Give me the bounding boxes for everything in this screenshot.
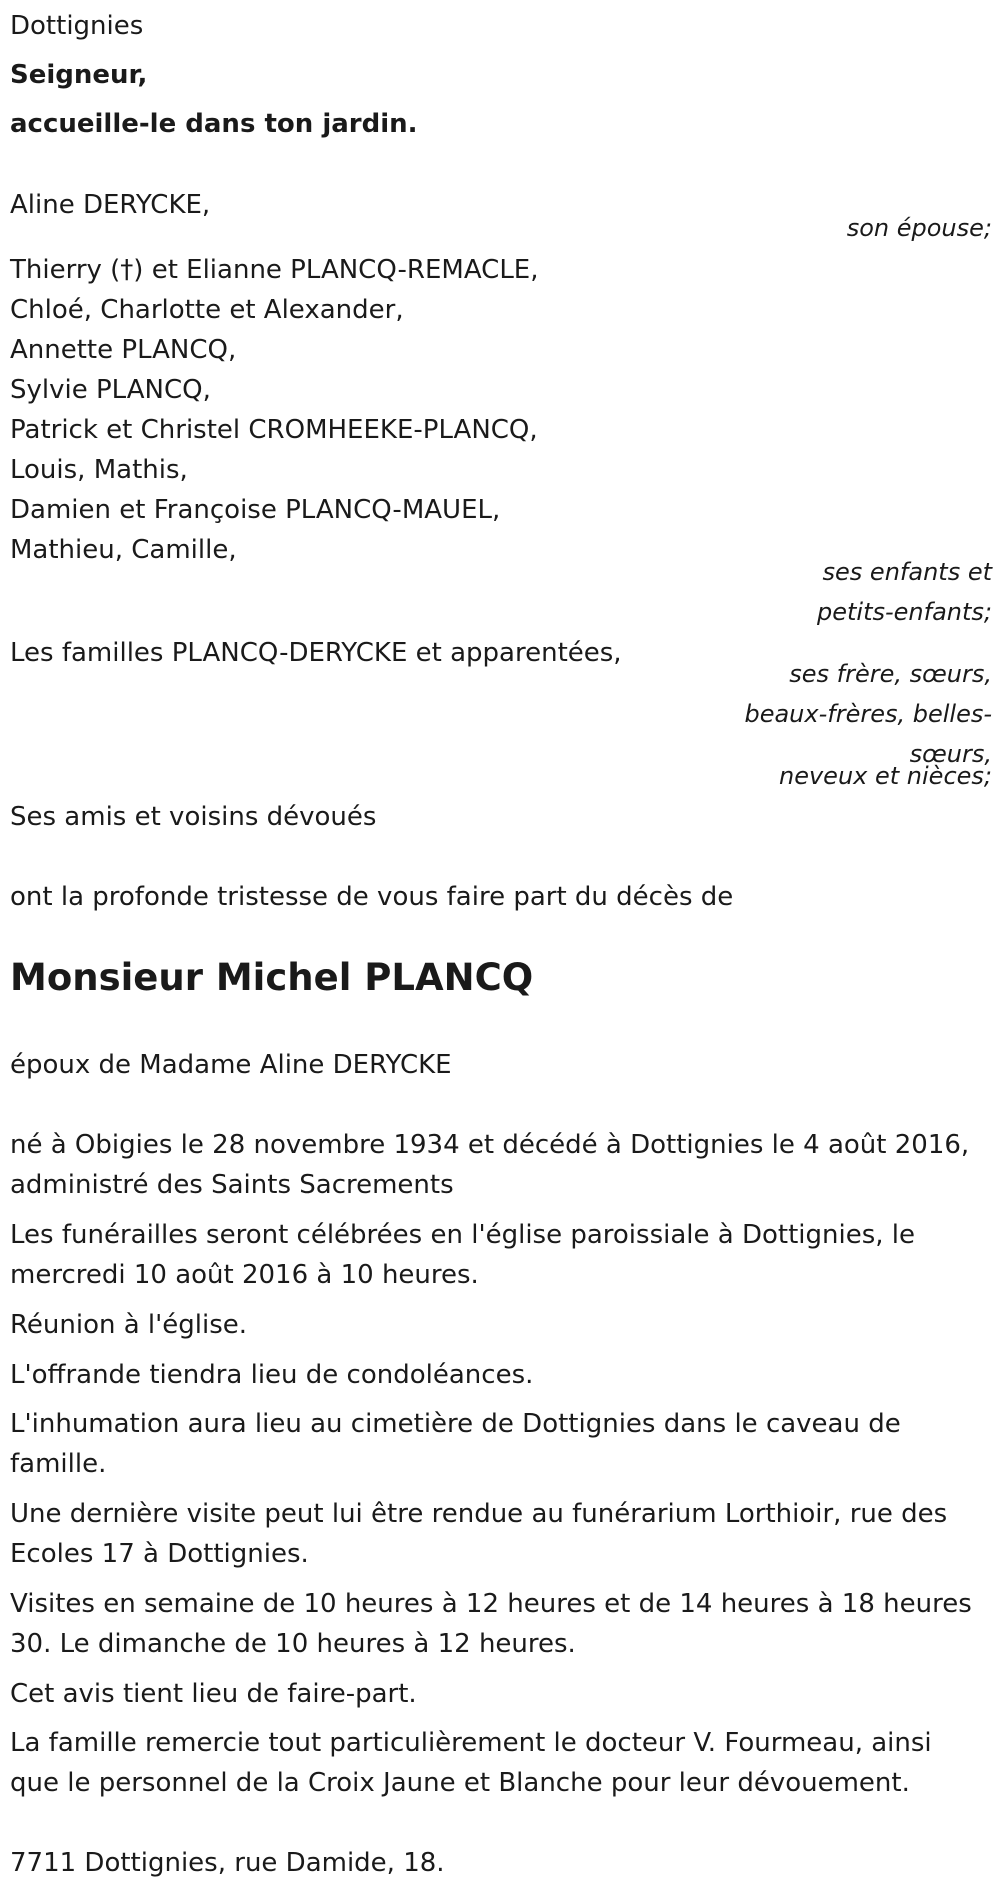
child-line-8: Mathieu, Camille, — [10, 535, 237, 565]
relatives-role-line-4: neveux et nièces; — [779, 762, 992, 790]
place-name: Dottignies — [10, 11, 144, 41]
meeting-line: Réunion à l'église. — [10, 1310, 248, 1340]
relatives-role-line-1: ses frère, sœurs, — [789, 660, 992, 688]
deceased-name: Monsieur Michel PLANCQ — [10, 956, 534, 999]
visit-line-1: Une dernière visite peut lui être rendue au funérarium Lorthioir, rue des — [10, 1499, 948, 1529]
thanks-line-1: La famille remercie tout particulièrement le docteur V. Fourmeau, ainsi — [10, 1728, 932, 1758]
announcement-intro: ont la profonde tristesse de vous faire part du décès de — [10, 882, 734, 912]
notice-line: Cet avis tient lieu de faire-part. — [10, 1679, 417, 1709]
child-line-6: Louis, Mathis, — [10, 455, 188, 485]
child-line-7: Damien et Françoise PLANCQ-MAUEL, — [10, 495, 501, 525]
prayer-line-1: Seigneur, — [10, 60, 148, 90]
birth-death-line-2: administré des Saints Sacrements — [10, 1170, 454, 1200]
hours-line-1: Visites en semaine de 10 heures à 12 heures et de 14 heures à 18 heures — [10, 1589, 972, 1619]
child-line-5: Patrick et Christel CROMHEEKE-PLANCQ, — [10, 415, 538, 445]
burial-line-1: L'inhumation aura lieu au cimetière de Dottignies dans le caveau de — [10, 1409, 901, 1439]
visit-line-2: Ecoles 17 à Dottignies. — [10, 1539, 309, 1569]
relatives-line: Les familles PLANCQ-DERYCKE et apparentées, — [10, 638, 622, 668]
children-role-line-2: petits-enfants; — [817, 598, 992, 626]
children-role-line-1: ses enfants et — [822, 558, 992, 586]
funeral-line-2: mercredi 10 août 2016 à 10 heures. — [10, 1260, 479, 1290]
offering-line: L'offrande tiendra lieu de condoléances. — [10, 1360, 534, 1390]
child-line-4: Sylvie PLANCQ, — [10, 375, 211, 405]
spouse-name: Aline DERYCKE, — [10, 190, 211, 220]
spouse-role: son épouse; — [846, 214, 992, 242]
birth-death-line-1: né à Obigies le 28 novembre 1934 et décédé à Dottignies le 4 août 2016, — [10, 1130, 970, 1160]
burial-line-2: famille. — [10, 1449, 107, 1479]
child-line-1: Thierry (†) et Elianne PLANCQ-REMACLE, — [10, 255, 539, 285]
child-line-2: Chloé, Charlotte et Alexander, — [10, 295, 404, 325]
relatives-role-line-2: beaux-frères, belles- — [744, 700, 992, 728]
relatives-role-line-3: sœurs, — [909, 740, 992, 768]
prayer-line-2: accueille-le dans ton jardin. — [10, 109, 418, 139]
funeral-line-1: Les funérailles seront célébrées en l'église paroissiale à Dottignies, le — [10, 1220, 915, 1250]
child-line-3: Annette PLANCQ, — [10, 335, 237, 365]
address-line: 7711 Dottignies, rue Damide, 18. — [10, 1848, 445, 1878]
spouse-of-line: époux de Madame Aline DERYCKE — [10, 1050, 452, 1080]
hours-line-2: 30. Le dimanche de 10 heures à 12 heures. — [10, 1629, 576, 1659]
friends-line: Ses amis et voisins dévoués — [10, 802, 377, 832]
thanks-line-2: que le personnel de la Croix Jaune et Blanche pour leur dévouement. — [10, 1768, 910, 1798]
